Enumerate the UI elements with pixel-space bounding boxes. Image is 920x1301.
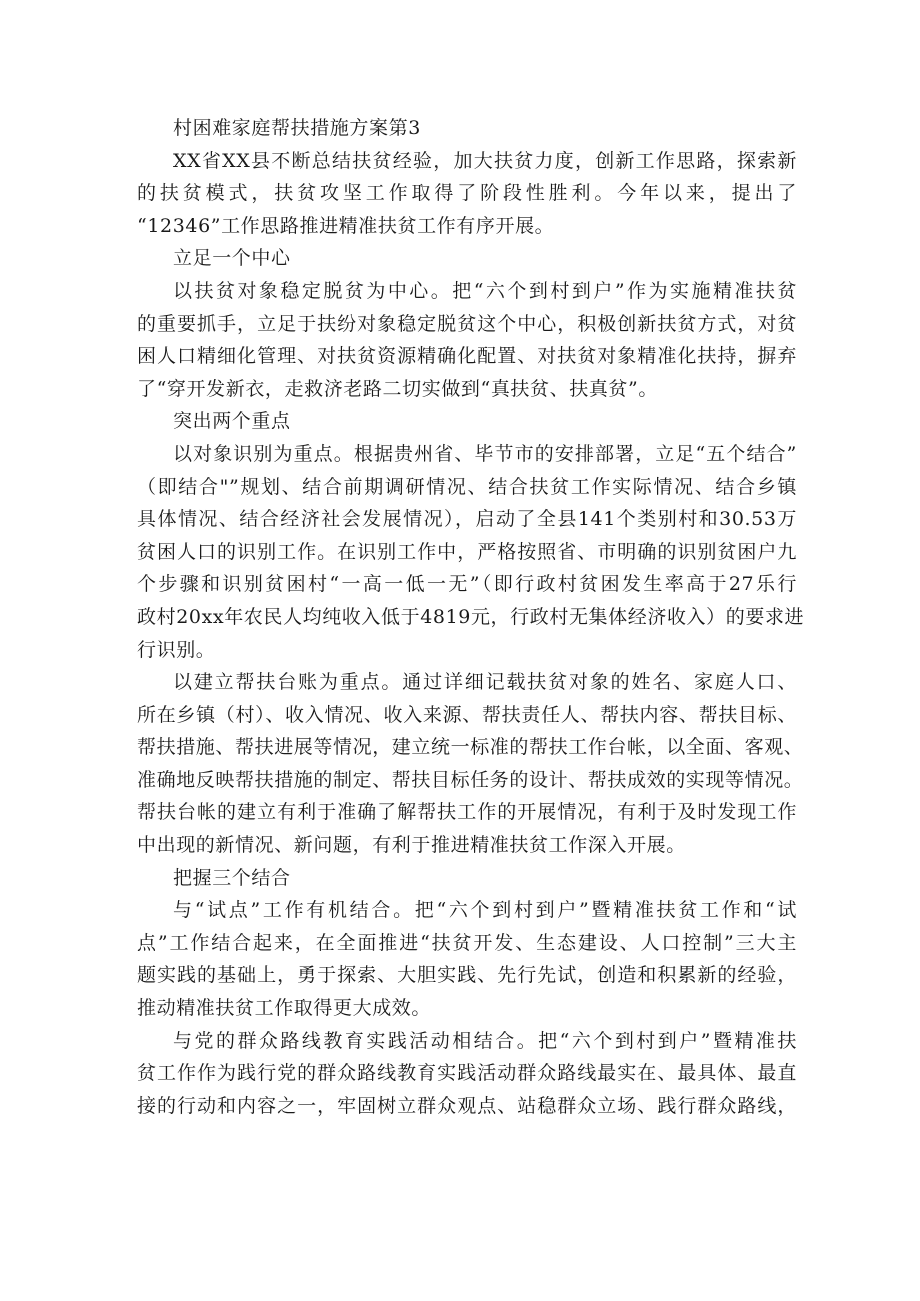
text-line: 推动精准扶贫工作取得更大成效。: [137, 997, 432, 1020]
text-line: 与党的群众路线教育实践活动相结合。把“六个到村到户”暨精准扶: [173, 1029, 797, 1052]
text-line: 个步骤和识别贫困村“一高一低一无”（即行政村贫困发生率高于27乐行: [137, 573, 797, 596]
text-line: 帮扶台帐的建立有利于准确了解帮扶工作的开展情况，有利于及时发现工作: [137, 801, 797, 824]
text-line: 具体情况、结合经济社会发展情况），启动了全县141个类别村和30.53万: [137, 508, 797, 531]
text-line: 以对象识别为重点。根据贵州省、毕节市的安排部署，立足“五个结合”: [173, 442, 797, 465]
text-line: 贫困人口的识别工作。在识别工作中，严格按照省、市明确的识别贫困户九: [137, 540, 797, 563]
section-heading-2: 突出两个重点: [173, 410, 291, 433]
text-line: 以建立帮扶台账为重点。通过详细记载扶贫对象的姓名、家庭人口、: [173, 671, 797, 694]
section-heading-3: 把握三个结合: [173, 866, 291, 889]
document-title: 村困难家庭帮扶措施方案第3: [173, 117, 421, 139]
text-line: 困人口精细化管理、对扶贫资源精确化配置、对扶贫对象精准化扶持，摒弃: [137, 345, 797, 368]
text-line: XX省XX县不断总结扶贫经验，加大扶贫力度，创新工作思路，探索新: [173, 149, 797, 172]
text-line: 帮扶措施、帮扶进展等情况，建立统一标准的帮扶工作台帐，以全面、客观、: [137, 736, 804, 759]
text-line: 准确地反映帮扶措施的制定、帮扶目标任务的设计、帮扶成效的实现等情况。: [137, 768, 804, 791]
text-line: 的扶贫模式，扶贫攻坚工作取得了阶段性胜利。今年以来，提出了: [137, 182, 797, 205]
paragraph-5: [137, 1025, 797, 1123]
section-heading-1: 立足一个中心: [173, 247, 291, 270]
text-line: 所在乡镇（村）、收入情况、收入来源、帮扶责任人、帮扶内容、帮扶目标、: [137, 703, 797, 726]
text-line: 了“穿开发新衣，走救济老路二切实做到“真扶贫、扶真贫”。: [137, 377, 658, 400]
paragraph-intro: [137, 145, 797, 243]
paragraph-2: [137, 438, 805, 666]
text-line: 题实践的基础上，勇于探索、大胆实践、先行先试，创造和积累新的经验，: [137, 964, 797, 987]
text-line: 中出现的新情况、新问题，有利于推进精准扶贫工作深入开展。: [137, 834, 686, 857]
text-line: 与“试点”工作有机结合。把“六个到村到户”暨精准扶贫工作和“试: [173, 899, 797, 922]
text-line: （即结合"”规划、结合前期调研情况、结合扶贫工作实际情况、结合乡镇: [137, 475, 797, 498]
paragraph-1: [137, 275, 797, 405]
text-line: 行识别。: [137, 638, 216, 661]
paragraph-4: [137, 894, 797, 1024]
text-line: 点”工作结合起来，在全面推进“扶贫开发、生态建设、人口控制”三大主: [137, 931, 797, 954]
text-line: 贫工作作为践行党的群众路线教育实践活动群众路线最实在、最具体、最直: [137, 1062, 797, 1085]
text-line: 政村20xx年农民人均纯收入低于4819元，行政村无集体经济收入）的要求进: [137, 605, 805, 628]
text-line: 的重要抓手，立足于扶纷对象稳定脱贫这个中心，积极创新扶贫方式，对贫: [137, 312, 797, 335]
paragraph-3: [137, 666, 804, 862]
document-body: [137, 112, 805, 1122]
text-line: “12346”工作思路推进精准扶贫工作有序开展。: [137, 214, 555, 237]
text-line: 以扶贫对象稳定脱贫为中心。把“六个到村到户”作为实施精准扶贫: [173, 279, 797, 302]
text-line: 接的行动和内容之一，牢固树立群众观点、站稳群众立场、践行群众路线，: [137, 1094, 797, 1117]
